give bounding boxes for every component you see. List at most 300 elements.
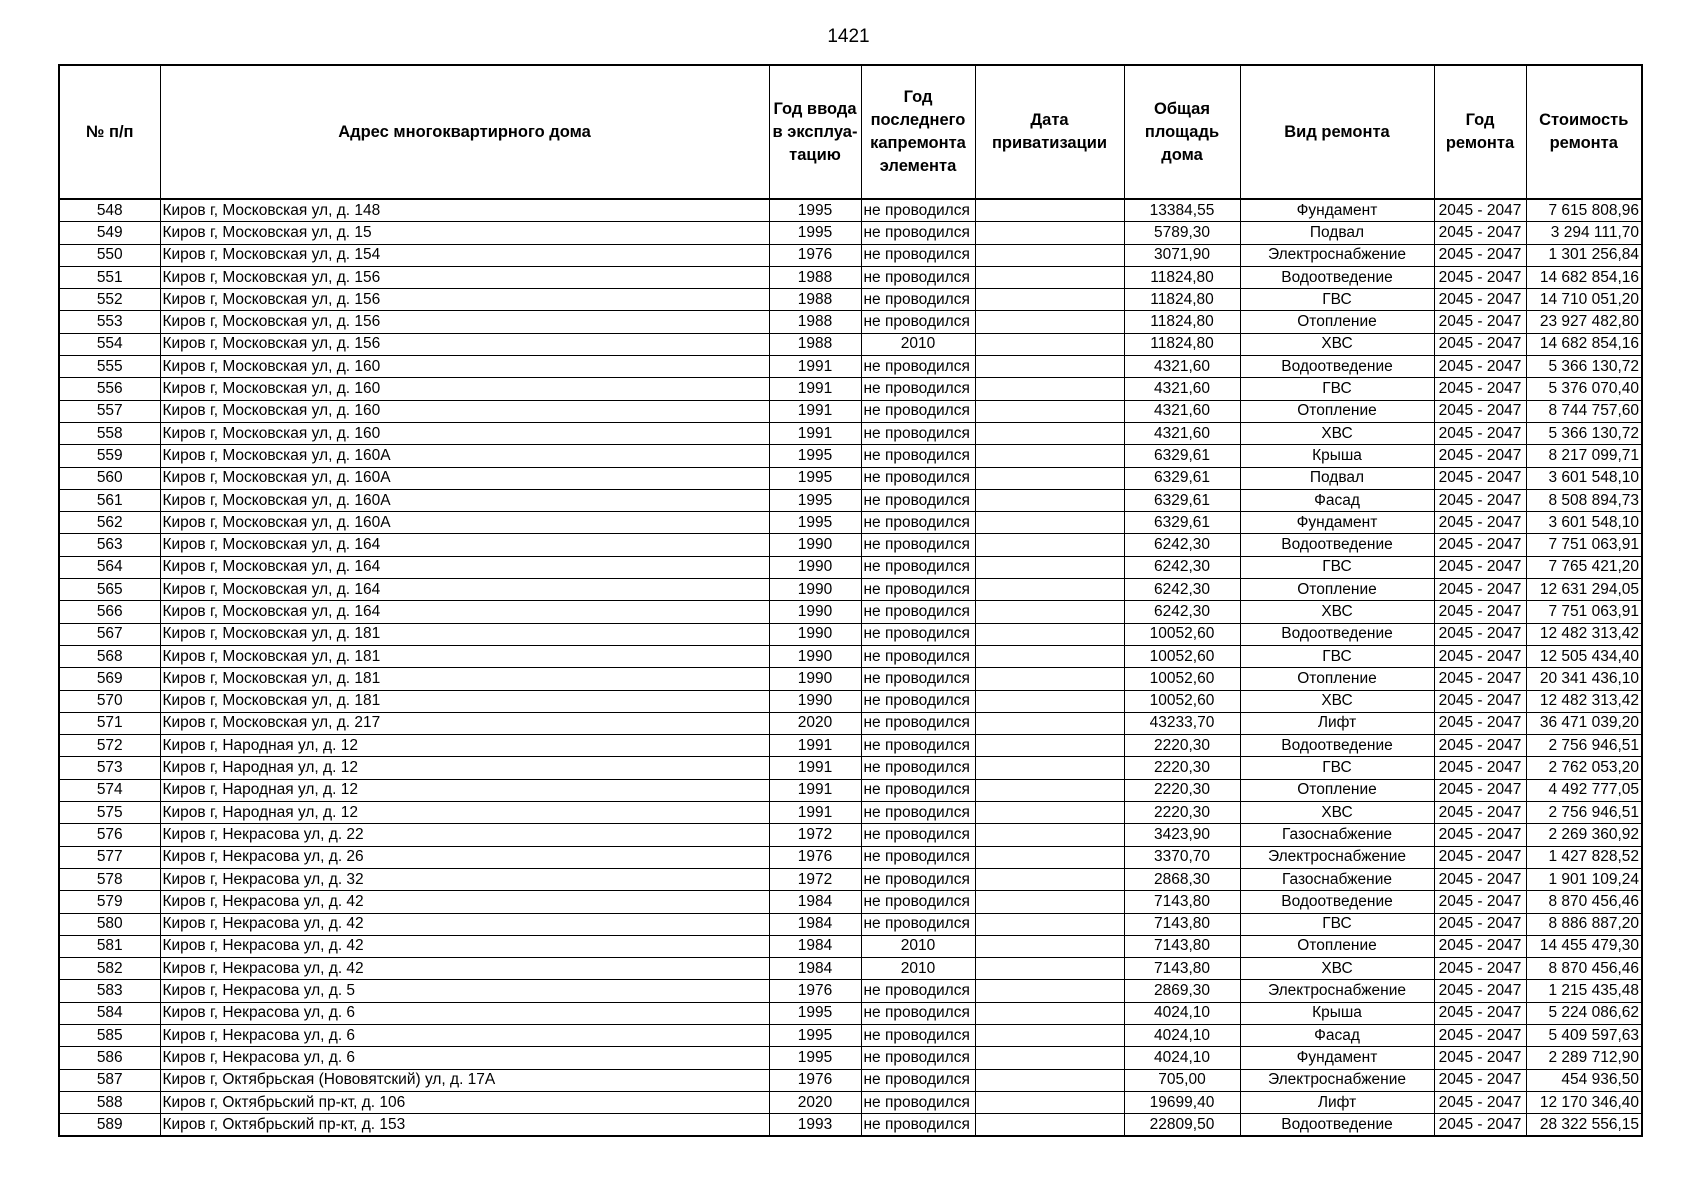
cell-cost: 7 615 808,96 [1526, 199, 1642, 222]
cell-address: Киров г, Московская ул, д. 181 [160, 645, 769, 667]
cell-num: 579 [59, 891, 160, 913]
cell-repair-type: Электроснабжение [1240, 980, 1434, 1002]
cell-cost: 7 751 063,91 [1526, 534, 1642, 556]
cell-area: 6242,30 [1124, 601, 1240, 623]
cell-repair-type: ГВС [1240, 645, 1434, 667]
cell-repair-year: 2045 - 2047 [1434, 757, 1526, 779]
header-cost: Стоимость ремонта [1526, 65, 1642, 199]
cell-privatization [975, 266, 1124, 288]
cell-privatization [975, 289, 1124, 311]
cell-cost: 3 601 548,10 [1526, 512, 1642, 534]
cell-repair-type: Крыша [1240, 1002, 1434, 1024]
table-row [59, 579, 1642, 601]
cell-repair-year: 2045 - 2047 [1434, 489, 1526, 511]
cell-last-repair: не проводился [861, 601, 975, 623]
cell-repair-year: 2045 - 2047 [1434, 534, 1526, 556]
cell-repair-type: Отопление [1240, 400, 1434, 422]
cell-cost: 8 886 887,20 [1526, 913, 1642, 935]
cell-cost: 2 756 946,51 [1526, 802, 1642, 824]
cell-address: Киров г, Московская ул, д. 160 [160, 378, 769, 400]
header-year-built: Год ввода в эксплуа-тацию [769, 65, 861, 199]
cell-cost: 14 710 051,20 [1526, 289, 1642, 311]
cell-year-built: 1995 [769, 512, 861, 534]
table-row [59, 289, 1642, 311]
cell-cost: 8 508 894,73 [1526, 489, 1642, 511]
cell-cost: 1 301 256,84 [1526, 244, 1642, 266]
cell-address: Киров г, Некрасова ул, д. 42 [160, 891, 769, 913]
cell-year-built: 1990 [769, 690, 861, 712]
cell-last-repair: 2010 [861, 935, 975, 957]
cell-repair-type: Фундамент [1240, 199, 1434, 222]
cell-repair-type: ХВС [1240, 802, 1434, 824]
cell-privatization [975, 690, 1124, 712]
cell-area: 4321,60 [1124, 422, 1240, 444]
cell-area: 22809,50 [1124, 1114, 1240, 1137]
cell-repair-year: 2045 - 2047 [1434, 422, 1526, 444]
cell-address: Киров г, Московская ул, д. 181 [160, 668, 769, 690]
cell-year-built: 1976 [769, 846, 861, 868]
cell-repair-year: 2045 - 2047 [1434, 690, 1526, 712]
cell-last-repair: не проводился [861, 1069, 975, 1091]
cell-address: Киров г, Некрасова ул, д. 6 [160, 1024, 769, 1046]
cell-address: Киров г, Некрасова ул, д. 42 [160, 935, 769, 957]
cell-year-built: 2020 [769, 712, 861, 734]
cell-num: 586 [59, 1047, 160, 1069]
cell-year-built: 1995 [769, 199, 861, 222]
cell-privatization [975, 802, 1124, 824]
cell-privatization [975, 645, 1124, 667]
cell-address: Киров г, Некрасова ул, д. 6 [160, 1047, 769, 1069]
cell-repair-year: 2045 - 2047 [1434, 623, 1526, 645]
cell-last-repair: не проводился [861, 244, 975, 266]
cell-repair-type: Водоотведение [1240, 266, 1434, 288]
cell-privatization [975, 445, 1124, 467]
cell-privatization [975, 512, 1124, 534]
cell-repair-year: 2045 - 2047 [1434, 645, 1526, 667]
cell-area: 7143,80 [1124, 958, 1240, 980]
cell-repair-year: 2045 - 2047 [1434, 824, 1526, 846]
cell-last-repair: не проводился [861, 735, 975, 757]
cell-repair-type: Крыша [1240, 445, 1434, 467]
table-row [59, 445, 1642, 467]
cell-repair-type: Лифт [1240, 712, 1434, 734]
header-address: Адрес многоквартирного дома [160, 65, 769, 199]
cell-cost: 8 744 757,60 [1526, 400, 1642, 422]
cell-year-built: 1984 [769, 891, 861, 913]
table-row [59, 623, 1642, 645]
cell-privatization [975, 891, 1124, 913]
cell-repair-year: 2045 - 2047 [1434, 199, 1526, 222]
table-row [59, 935, 1642, 957]
table-row [59, 512, 1642, 534]
cell-year-built: 1991 [769, 802, 861, 824]
cell-last-repair: не проводился [861, 868, 975, 890]
table-row [59, 489, 1642, 511]
cell-repair-type: Отопление [1240, 579, 1434, 601]
cell-num: 561 [59, 489, 160, 511]
cell-cost: 7 765 421,20 [1526, 556, 1642, 578]
cell-num: 576 [59, 824, 160, 846]
cell-privatization [975, 757, 1124, 779]
header-repair-year: Год ремонта [1434, 65, 1526, 199]
cell-year-built: 1991 [769, 378, 861, 400]
cell-num: 568 [59, 645, 160, 667]
cell-address: Киров г, Московская ул, д. 217 [160, 712, 769, 734]
cell-address: Киров г, Московская ул, д. 156 [160, 266, 769, 288]
table-row [59, 467, 1642, 489]
cell-num: 580 [59, 913, 160, 935]
cell-year-built: 1988 [769, 289, 861, 311]
cell-address: Киров г, Московская ул, д. 164 [160, 601, 769, 623]
cell-repair-year: 2045 - 2047 [1434, 1114, 1526, 1137]
cell-last-repair: не проводился [861, 489, 975, 511]
cell-area: 2868,30 [1124, 868, 1240, 890]
cell-repair-year: 2045 - 2047 [1434, 1024, 1526, 1046]
cell-last-repair: не проводился [861, 445, 975, 467]
cell-year-built: 1984 [769, 913, 861, 935]
cell-repair-type: Электроснабжение [1240, 1069, 1434, 1091]
cell-address: Киров г, Московская ул, д. 164 [160, 579, 769, 601]
cell-area: 2220,30 [1124, 802, 1240, 824]
cell-privatization [975, 868, 1124, 890]
cell-cost: 12 482 313,42 [1526, 623, 1642, 645]
cell-last-repair: не проводился [861, 556, 975, 578]
table-row [59, 534, 1642, 556]
cell-repair-year: 2045 - 2047 [1434, 913, 1526, 935]
cell-area: 6242,30 [1124, 534, 1240, 556]
cell-num: 564 [59, 556, 160, 578]
table-row [59, 735, 1642, 757]
cell-last-repair: не проводился [861, 1091, 975, 1113]
cell-last-repair: не проводился [861, 846, 975, 868]
table-row [59, 556, 1642, 578]
cell-last-repair: не проводился [861, 378, 975, 400]
table-row [59, 1114, 1642, 1137]
cell-last-repair: не проводился [861, 356, 975, 378]
cell-privatization [975, 222, 1124, 244]
cell-privatization [975, 311, 1124, 333]
page-number: 1421 [827, 26, 870, 47]
cell-year-built: 1993 [769, 1114, 861, 1137]
cell-area: 3370,70 [1124, 846, 1240, 868]
cell-year-built: 1972 [769, 868, 861, 890]
cell-num: 582 [59, 958, 160, 980]
cell-area: 13384,55 [1124, 199, 1240, 222]
cell-area: 11824,80 [1124, 266, 1240, 288]
header-privatization: Дата приватизации [975, 65, 1124, 199]
cell-area: 7143,80 [1124, 891, 1240, 913]
cell-repair-year: 2045 - 2047 [1434, 378, 1526, 400]
table-row [59, 891, 1642, 913]
cell-repair-year: 2045 - 2047 [1434, 579, 1526, 601]
cell-address: Киров г, Некрасова ул, д. 26 [160, 846, 769, 868]
cell-address: Киров г, Московская ул, д. 160 [160, 356, 769, 378]
cell-repair-type: Подвал [1240, 467, 1434, 489]
cell-cost: 12 505 434,40 [1526, 645, 1642, 667]
cell-year-built: 1990 [769, 601, 861, 623]
cell-repair-type: ГВС [1240, 289, 1434, 311]
cell-repair-type: Водоотведение [1240, 735, 1434, 757]
cell-area: 4321,60 [1124, 356, 1240, 378]
cell-num: 556 [59, 378, 160, 400]
cell-year-built: 1991 [769, 422, 861, 444]
table-row [59, 846, 1642, 868]
cell-area: 19699,40 [1124, 1091, 1240, 1113]
cell-last-repair: не проводился [861, 579, 975, 601]
cell-area: 4024,10 [1124, 1002, 1240, 1024]
table-row [59, 1047, 1642, 1069]
table-row [59, 333, 1642, 355]
cell-repair-year: 2045 - 2047 [1434, 868, 1526, 890]
cell-cost: 12 482 313,42 [1526, 690, 1642, 712]
cell-num: 584 [59, 1002, 160, 1024]
cell-repair-type: Фасад [1240, 1024, 1434, 1046]
cell-repair-type: Газоснабжение [1240, 824, 1434, 846]
cell-privatization [975, 579, 1124, 601]
cell-area: 6242,30 [1124, 579, 1240, 601]
cell-last-repair: не проводился [861, 690, 975, 712]
cell-last-repair: не проводился [861, 802, 975, 824]
cell-repair-year: 2045 - 2047 [1434, 556, 1526, 578]
cell-num: 560 [59, 467, 160, 489]
cell-cost: 1 215 435,48 [1526, 980, 1642, 1002]
cell-privatization [975, 1069, 1124, 1091]
cell-repair-year: 2045 - 2047 [1434, 980, 1526, 1002]
cell-last-repair: не проводился [861, 1047, 975, 1069]
cell-last-repair: не проводился [861, 266, 975, 288]
table-row [59, 645, 1642, 667]
cell-repair-type: Отопление [1240, 311, 1434, 333]
cell-area: 4024,10 [1124, 1047, 1240, 1069]
cell-area: 11824,80 [1124, 333, 1240, 355]
cell-cost: 5 409 597,63 [1526, 1024, 1642, 1046]
cell-address: Киров г, Народная ул, д. 12 [160, 779, 769, 801]
cell-num: 572 [59, 735, 160, 757]
cell-address: Киров г, Некрасова ул, д. 6 [160, 1002, 769, 1024]
cell-privatization [975, 378, 1124, 400]
cell-year-built: 1976 [769, 244, 861, 266]
cell-last-repair: не проводился [861, 467, 975, 489]
table-row [59, 1091, 1642, 1113]
table-row [59, 958, 1642, 980]
table-row [59, 601, 1642, 623]
cell-address: Киров г, Московская ул, д. 164 [160, 556, 769, 578]
cell-last-repair: не проводился [861, 1002, 975, 1024]
cell-area: 4321,60 [1124, 378, 1240, 400]
cell-privatization [975, 712, 1124, 734]
cell-address: Киров г, Московская ул, д. 160А [160, 489, 769, 511]
cell-year-built: 1988 [769, 266, 861, 288]
table-row [59, 668, 1642, 690]
cell-repair-year: 2045 - 2047 [1434, 712, 1526, 734]
cell-year-built: 1976 [769, 1069, 861, 1091]
table-row [59, 980, 1642, 1002]
cell-year-built: 1991 [769, 356, 861, 378]
cell-address: Киров г, Московская ул, д. 160 [160, 422, 769, 444]
cell-repair-type: Отопление [1240, 779, 1434, 801]
cell-privatization [975, 1091, 1124, 1113]
cell-address: Киров г, Московская ул, д. 156 [160, 311, 769, 333]
cell-num: 569 [59, 668, 160, 690]
table-row [59, 244, 1642, 266]
cell-cost: 8 217 099,71 [1526, 445, 1642, 467]
cell-address: Киров г, Некрасова ул, д. 32 [160, 868, 769, 890]
cell-repair-type: ХВС [1240, 601, 1434, 623]
cell-num: 583 [59, 980, 160, 1002]
cell-num: 573 [59, 757, 160, 779]
cell-last-repair: не проводился [861, 311, 975, 333]
cell-area: 7143,80 [1124, 913, 1240, 935]
cell-area: 6329,61 [1124, 445, 1240, 467]
cell-area: 4024,10 [1124, 1024, 1240, 1046]
table-header-row [59, 65, 1642, 199]
cell-area: 10052,60 [1124, 645, 1240, 667]
cell-address: Киров г, Московская ул, д. 160 [160, 400, 769, 422]
cell-address: Киров г, Московская ул, д. 160А [160, 512, 769, 534]
cell-repair-year: 2045 - 2047 [1434, 467, 1526, 489]
cell-num: 566 [59, 601, 160, 623]
cell-cost: 4 492 777,05 [1526, 779, 1642, 801]
cell-address: Киров г, Народная ул, д. 12 [160, 757, 769, 779]
cell-num: 581 [59, 935, 160, 957]
cell-num: 549 [59, 222, 160, 244]
cell-privatization [975, 623, 1124, 645]
table-row [59, 199, 1642, 222]
cell-repair-year: 2045 - 2047 [1434, 222, 1526, 244]
cell-repair-year: 2045 - 2047 [1434, 668, 1526, 690]
cell-repair-type: ХВС [1240, 958, 1434, 980]
cell-repair-year: 2045 - 2047 [1434, 779, 1526, 801]
cell-cost: 12 170 346,40 [1526, 1091, 1642, 1113]
cell-repair-type: Фундамент [1240, 1047, 1434, 1069]
cell-area: 6329,61 [1124, 489, 1240, 511]
cell-num: 577 [59, 846, 160, 868]
cell-num: 563 [59, 534, 160, 556]
cell-privatization [975, 422, 1124, 444]
repair-schedule-table [58, 64, 1643, 1137]
cell-last-repair: не проводился [861, 400, 975, 422]
cell-repair-type: ГВС [1240, 913, 1434, 935]
cell-repair-year: 2045 - 2047 [1434, 1069, 1526, 1091]
cell-address: Киров г, Московская ул, д. 154 [160, 244, 769, 266]
cell-repair-type: ГВС [1240, 378, 1434, 400]
cell-area: 5789,30 [1124, 222, 1240, 244]
header-num: № п/п [59, 65, 160, 199]
table-row [59, 1069, 1642, 1091]
cell-year-built: 1988 [769, 333, 861, 355]
cell-cost: 12 631 294,05 [1526, 579, 1642, 601]
cell-cost: 1 901 109,24 [1526, 868, 1642, 890]
cell-area: 11824,80 [1124, 311, 1240, 333]
cell-cost: 3 294 111,70 [1526, 222, 1642, 244]
cell-num: 571 [59, 712, 160, 734]
cell-num: 548 [59, 199, 160, 222]
cell-privatization [975, 779, 1124, 801]
cell-num: 559 [59, 445, 160, 467]
cell-repair-type: Подвал [1240, 222, 1434, 244]
cell-privatization [975, 735, 1124, 757]
cell-num: 585 [59, 1024, 160, 1046]
cell-address: Киров г, Московская ул, д. 160А [160, 467, 769, 489]
table-row [59, 779, 1642, 801]
cell-repair-type: ХВС [1240, 422, 1434, 444]
cell-cost: 454 936,50 [1526, 1069, 1642, 1091]
cell-year-built: 2020 [769, 1091, 861, 1113]
cell-num: 554 [59, 333, 160, 355]
cell-privatization [975, 556, 1124, 578]
cell-privatization [975, 534, 1124, 556]
table-row [59, 356, 1642, 378]
cell-last-repair: не проводился [861, 512, 975, 534]
cell-repair-year: 2045 - 2047 [1434, 356, 1526, 378]
cell-privatization [975, 244, 1124, 266]
cell-privatization [975, 913, 1124, 935]
cell-privatization [975, 199, 1124, 222]
cell-privatization [975, 980, 1124, 1002]
cell-year-built: 1991 [769, 757, 861, 779]
cell-repair-year: 2045 - 2047 [1434, 1047, 1526, 1069]
cell-cost: 23 927 482,80 [1526, 311, 1642, 333]
cell-last-repair: не проводился [861, 712, 975, 734]
cell-year-built: 1972 [769, 824, 861, 846]
cell-repair-year: 2045 - 2047 [1434, 244, 1526, 266]
cell-year-built: 1984 [769, 958, 861, 980]
table-row [59, 311, 1642, 333]
cell-privatization [975, 935, 1124, 957]
cell-last-repair: не проводился [861, 824, 975, 846]
cell-num: 570 [59, 690, 160, 712]
cell-area: 10052,60 [1124, 668, 1240, 690]
cell-last-repair: не проводился [861, 534, 975, 556]
cell-last-repair: не проводился [861, 779, 975, 801]
cell-num: 551 [59, 266, 160, 288]
cell-cost: 28 322 556,15 [1526, 1114, 1642, 1137]
cell-address: Киров г, Московская ул, д. 181 [160, 623, 769, 645]
cell-num: 562 [59, 512, 160, 534]
cell-privatization [975, 356, 1124, 378]
header-repair-type: Вид ремонта [1240, 65, 1434, 199]
cell-repair-type: ГВС [1240, 556, 1434, 578]
cell-repair-type: Водоотведение [1240, 534, 1434, 556]
cell-repair-type: Водоотведение [1240, 891, 1434, 913]
cell-repair-year: 2045 - 2047 [1434, 601, 1526, 623]
cell-area: 3423,90 [1124, 824, 1240, 846]
cell-repair-year: 2045 - 2047 [1434, 846, 1526, 868]
cell-area: 11824,80 [1124, 289, 1240, 311]
cell-last-repair: не проводился [861, 289, 975, 311]
cell-area: 4321,60 [1124, 400, 1240, 422]
cell-last-repair: не проводился [861, 980, 975, 1002]
cell-num: 578 [59, 868, 160, 890]
cell-num: 552 [59, 289, 160, 311]
cell-repair-year: 2045 - 2047 [1434, 266, 1526, 288]
table-row [59, 913, 1642, 935]
cell-repair-type: ХВС [1240, 333, 1434, 355]
cell-area: 43233,70 [1124, 712, 1240, 734]
cell-address: Киров г, Некрасова ул, д. 42 [160, 913, 769, 935]
table-row [59, 266, 1642, 288]
cell-year-built: 1990 [769, 623, 861, 645]
cell-year-built: 1995 [769, 1002, 861, 1024]
cell-repair-type: Фундамент [1240, 512, 1434, 534]
cell-cost: 5 366 130,72 [1526, 422, 1642, 444]
cell-privatization [975, 1114, 1124, 1137]
table-row [59, 802, 1642, 824]
table-row [59, 757, 1642, 779]
cell-area: 6329,61 [1124, 512, 1240, 534]
cell-repair-type: Отопление [1240, 935, 1434, 957]
cell-cost: 14 455 479,30 [1526, 935, 1642, 957]
